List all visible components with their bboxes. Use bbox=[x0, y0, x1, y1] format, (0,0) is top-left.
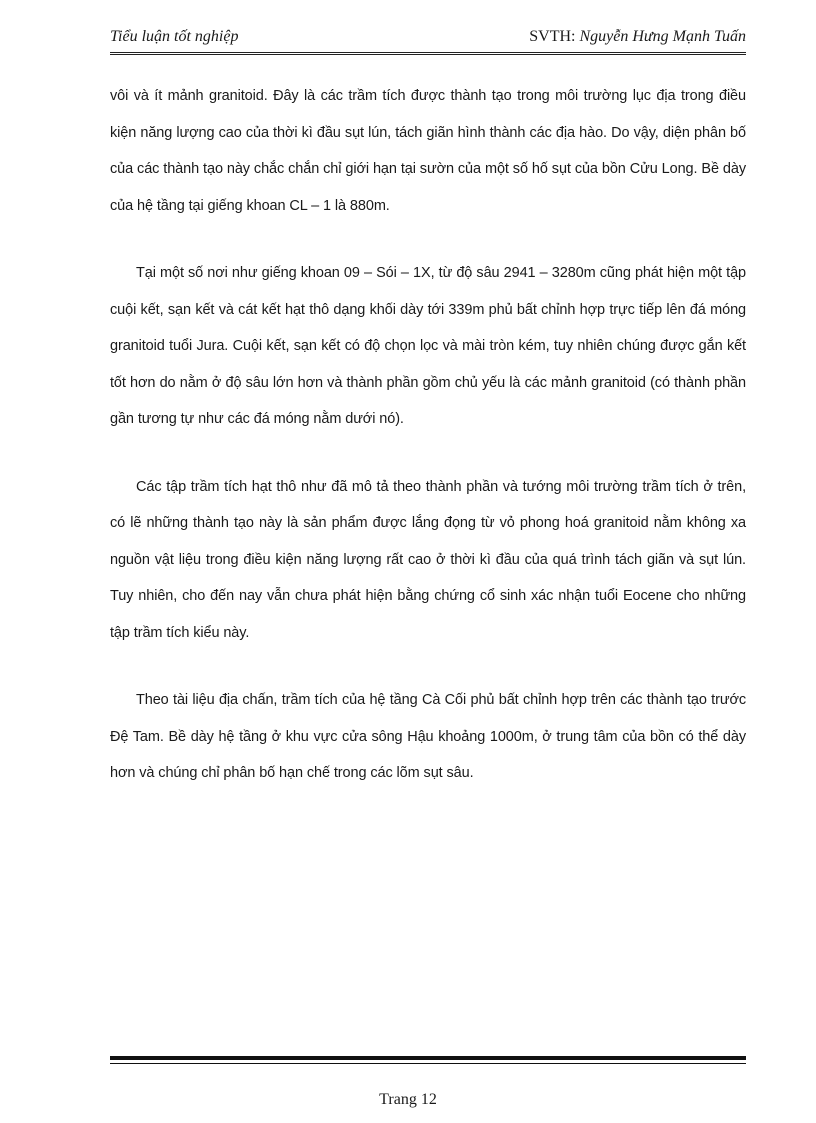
paragraph-3: Các tập trầm tích hạt thô như đã mô tả theo thành phần và tướng môi trường trầm tích ở trên, có lẽ những thành tạo này là sản phẩm được lắng đọng từ vỏ phong hoá granitoid nằm không xa nguồn vật liệu trong điều kiện năng lượng rất cao ở thời kì đầu của quá trình tách giãn và sụt lún. Tuy nhiên, cho đến nay vẫn chưa phát hiện bằng chứng cổ sinh xác nhận tuổi Eocene cho những tập trầm tích kiểu này. bbox=[110, 478, 746, 641]
paragraph-2: Tại một số nơi như giếng khoan 09 – Sói – 1X, từ độ sâu 2941 – 3280m cũng phát hiện một tập cuội kết, sạn kết và cát kết hạt thô dạng khối dày tới 339m phủ bất chỉnh hợp trực tiếp lên đá móng granitoid tuổi Jura. Cuội kết, sạn kết có độ chọn lọc và mài tròn kém, tuy nhiên chúng được gắn kết tốt hơn do nằm ở độ sâu lớn hơn và thành phần gồm chủ yếu là các mảnh granitoid (có thành phần gần tương tự như các đá móng nằm dưới nó). bbox=[110, 265, 746, 427]
student-name: Nguyễn Hưng Mạnh Tuấn bbox=[579, 28, 746, 45]
student-credit bbox=[529, 28, 746, 46]
paragraph-1: vôi và ít mảnh granitoid. Đây là các trầm tích được thành tạo trong môi trường lục địa trong điều kiện năng lượng cao của thời kì đầu sụt lún, tách giãn hình thành các địa hào. Do vậy, diện phân bố của các thành tạo này chắc chắn chỉ giới hạn tại sườn của một số hố sụt của bồn Cửu Long. Bề dày của hệ tầng tại giếng khoan CL – 1 là 880m. bbox=[110, 88, 746, 214]
document-title: Tiểu luận tốt nghiệp bbox=[110, 28, 239, 45]
footer-rule bbox=[110, 1056, 746, 1064]
header-rule bbox=[110, 52, 746, 55]
document-body bbox=[110, 78, 746, 823]
student-label: SVTH: bbox=[529, 28, 580, 45]
paragraph-4: Theo tài liệu địa chấn, trầm tích của hệ tầng Cà Cối phủ bất chỉnh hợp trên các thành tạo trước Đệ Tam. Bề dày hệ tầng ở khu vực cửa sông Hậu khoảng 1000m, ở trung tâm của bồn có thể dày hơn và chúng chỉ phân bố hạn chế trong các lõm sụt sâu. bbox=[110, 692, 746, 781]
page-header bbox=[110, 26, 746, 54]
page-number: Trang 12 bbox=[379, 1091, 437, 1108]
